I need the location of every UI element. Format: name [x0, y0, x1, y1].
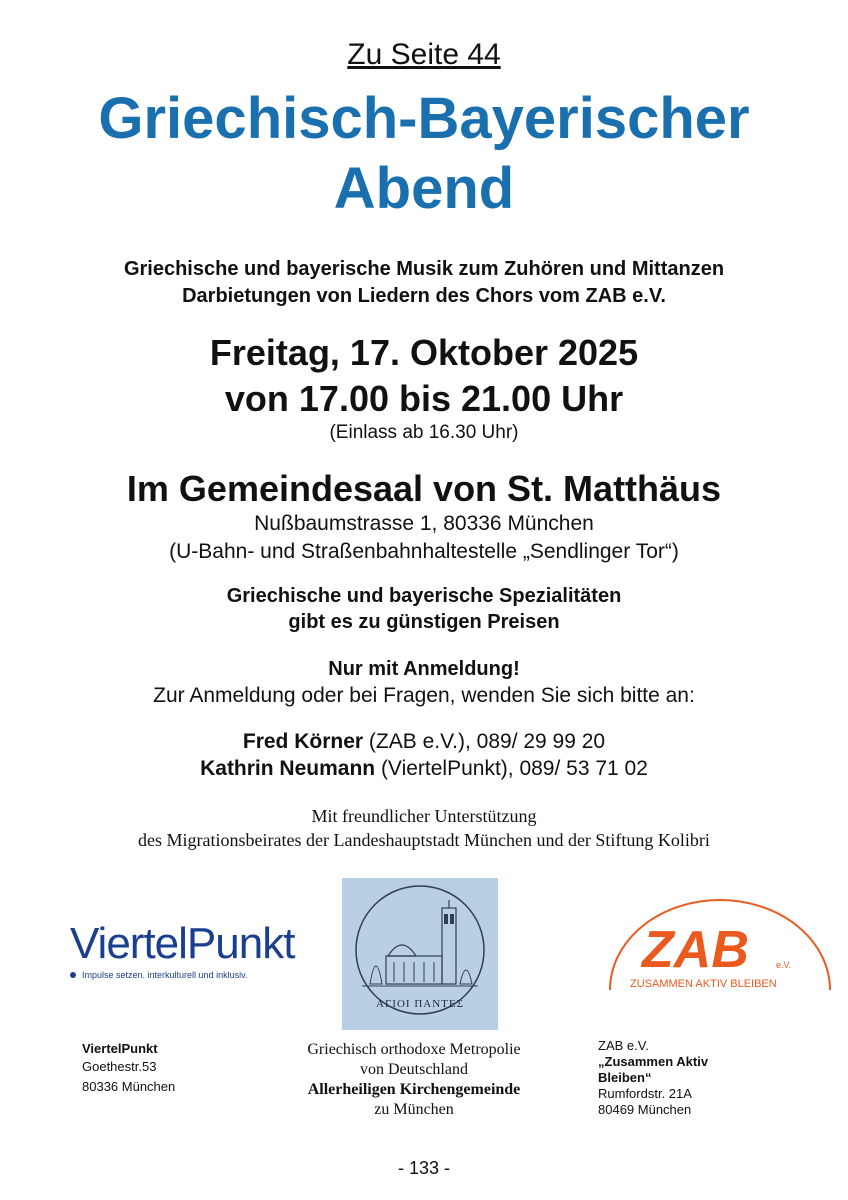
metropolis-line3: Allerheiligen Kirchengemeinde	[307, 1081, 521, 1098]
metropolis-line4: zu München	[374, 1101, 454, 1118]
event-time: von 17.00 bis 21.00 Uhr	[224, 378, 624, 419]
intro-line1: Griechische und bayerische Musik zum Zuhören und Mittanzen	[123, 258, 725, 280]
metropolis-line2: von Deutschland	[360, 1061, 468, 1078]
venue-name: Im Gemeindesaal von St. Matthäus	[126, 468, 722, 509]
metropolis-address	[284, 1040, 544, 1120]
page-reference: Zu Seite 44	[347, 38, 501, 71]
event-title-line1: Griechisch-Bayerischer	[98, 86, 750, 151]
food-line1: Griechische und bayerische Spezialitäten	[226, 585, 622, 607]
zab-letters: ZAB	[642, 921, 749, 979]
venue-address: Nußbaumstrasse 1, 80336 München	[254, 512, 594, 535]
food-line2: gibt es zu günstigen Preisen	[288, 611, 560, 633]
zab-tagline: ZUSAMMEN AKTIV BLEIBEN	[630, 978, 777, 990]
event-date: Freitag, 17. Oktober 2025	[209, 332, 639, 373]
event-title-line2: Abend	[333, 156, 515, 221]
contact-kathrin	[0, 757, 848, 781]
zab-street: Rumfordstr. 21A	[598, 1086, 692, 1101]
viertelpunkt-tagline: Impulse setzen. interkulturell und inklusiv.	[82, 970, 248, 980]
zab-city: 80469 München	[598, 1102, 692, 1117]
zab-logo	[604, 898, 836, 1008]
zab-org: ZAB e.V.	[598, 1038, 649, 1053]
viertelpunkt-wordmark: ViertelPunkt	[70, 919, 295, 968]
registration-instruction: Zur Anmeldung oder bei Fragen, wenden Sie sich bitte an:	[153, 684, 695, 707]
admission-time: (Einlass ab 16.30 Uhr)	[329, 422, 519, 443]
viertelpunkt-street: Goethestr.53	[82, 1059, 157, 1074]
viertelpunkt-name: ViertelPunkt	[82, 1041, 158, 1056]
metropolis-line1: Griechisch orthodoxe Metropolie	[307, 1041, 521, 1058]
venue-transit: (U-Bahn- und Straßenbahnhaltestelle „Sendlinger Tor“)	[169, 540, 679, 563]
contact-kathrin-detail: (ViertelPunkt), 089/ 53 71 02	[375, 757, 648, 780]
viertelpunkt-city: 80336 München	[82, 1079, 176, 1094]
contact-fred-name: Fred Körner	[242, 730, 364, 753]
page-number: - 133 -	[397, 1158, 451, 1178]
intro-line2: Darbietungen von Liedern des Chors vom ZAB e.V.	[182, 285, 666, 307]
bullet-icon	[70, 972, 76, 978]
registration-required: Nur mit Anmeldung!	[328, 658, 520, 680]
zab-suffix: e.V.	[776, 960, 792, 970]
zab-name-line2: Bleiben“	[598, 1070, 652, 1085]
contact-kathrin-name: Kathrin Neumann	[200, 757, 376, 780]
contact-fred-detail: (ZAB e.V.), 089/ 29 99 20	[363, 730, 606, 753]
church-caption: ΑΓΙΟΙ ΠΑΝΤΕΣ	[376, 998, 464, 1010]
support-line1: Mit freundlicher Unterstützung	[311, 806, 537, 826]
viertelpunkt-address	[82, 1040, 175, 1096]
zab-name-line1: „Zusammen Aktiv	[598, 1054, 709, 1069]
event-title	[0, 84, 848, 224]
contact-fred	[0, 730, 848, 754]
viertelpunkt-tagline-row	[70, 970, 270, 980]
support-line2: des Migrationsbeirates der Landeshauptstadt München und der Stiftung Kolibri	[138, 830, 710, 850]
zab-address	[598, 1038, 708, 1118]
viertelpunkt-logo	[70, 919, 295, 984]
